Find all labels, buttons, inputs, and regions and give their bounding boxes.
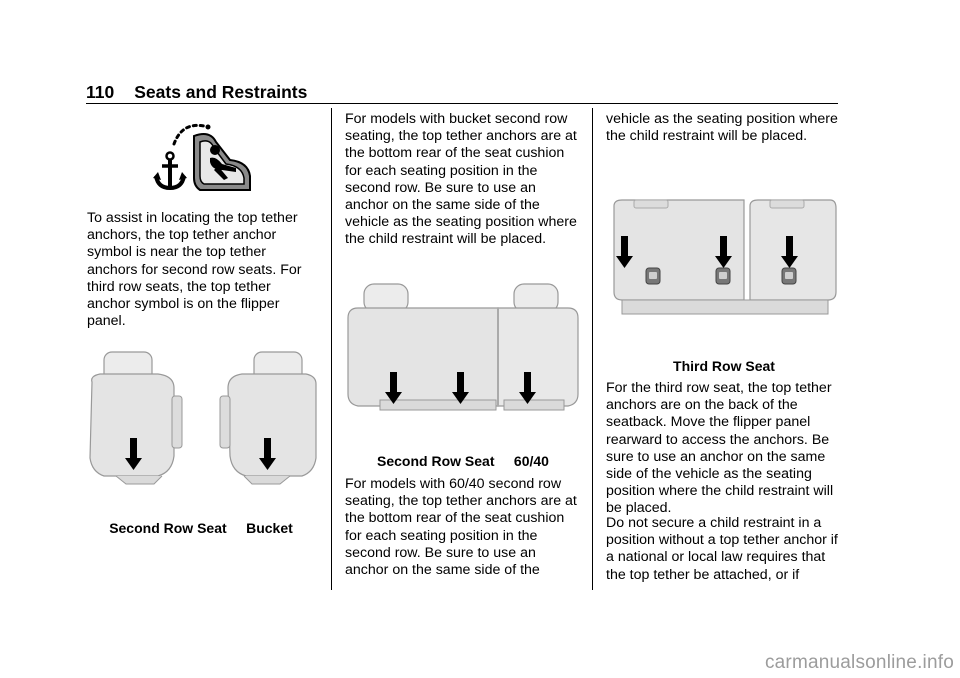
col3-paragraph-1: vehicle as the seating position where the child restraint will be placed. (606, 111, 838, 145)
third-row-seat-illustration (608, 196, 840, 318)
page-number: 110 (86, 82, 115, 102)
header-rule (86, 103, 838, 104)
column-divider-1 (331, 108, 332, 590)
col2-paragraph-2: For models with 60/40 second row seating, the top tether anchors are at the bottom rear of the seat cushion for each seating position in the second row. Be sure to use an anchor on the same side of the (345, 476, 577, 579)
col1-paragraph: To assist in locating the top tether anchors, the top tether anchor symbol is near the top tether anchors for second row seats. For third row seats, the top tether anchor symbol is on the flipper panel. (87, 210, 302, 330)
bucket-seat-illustration (86, 348, 322, 498)
col3-paragraph-2: For the third row seat, the top tether anchors are on the back of the seatback. Move the flipper panel rearward to access the anchors. Be sure to use an anchor on the same side of the vehicle as the seating position where the child restraint will be placed. (606, 380, 834, 517)
col3-paragraph-3: Do not secure a child restraint in a position without a top tether anchor if a national or local law requires that the top tether be attached, or if (606, 515, 838, 583)
top-tether-anchor-symbol-icon (152, 120, 254, 194)
col1-caption: Second Row Seat Bucket (109, 520, 293, 536)
anchor-hook-icon (646, 268, 660, 284)
col2-paragraph-1: For models with bucket second row seating, the top tether anchors are at the bottom rear of the seat cushion for each seating position in the second row. Be sure to use an anchor on the same side of the vehicle as the seating position where the child restraint will be placed. (345, 111, 577, 248)
footer-watermark: carmanualsonline.info (764, 652, 954, 673)
60-40-seat-illustration (344, 282, 580, 418)
column-divider-2 (592, 108, 593, 590)
anchor-hook-icon (716, 268, 730, 284)
col2-caption: Second Row Seat 60/40 (377, 453, 549, 469)
page-header (86, 82, 307, 103)
col3-caption: Third Row Seat (673, 358, 775, 374)
section-title: Seats and Restraints (134, 82, 308, 102)
anchor-hook-icon (782, 268, 796, 284)
